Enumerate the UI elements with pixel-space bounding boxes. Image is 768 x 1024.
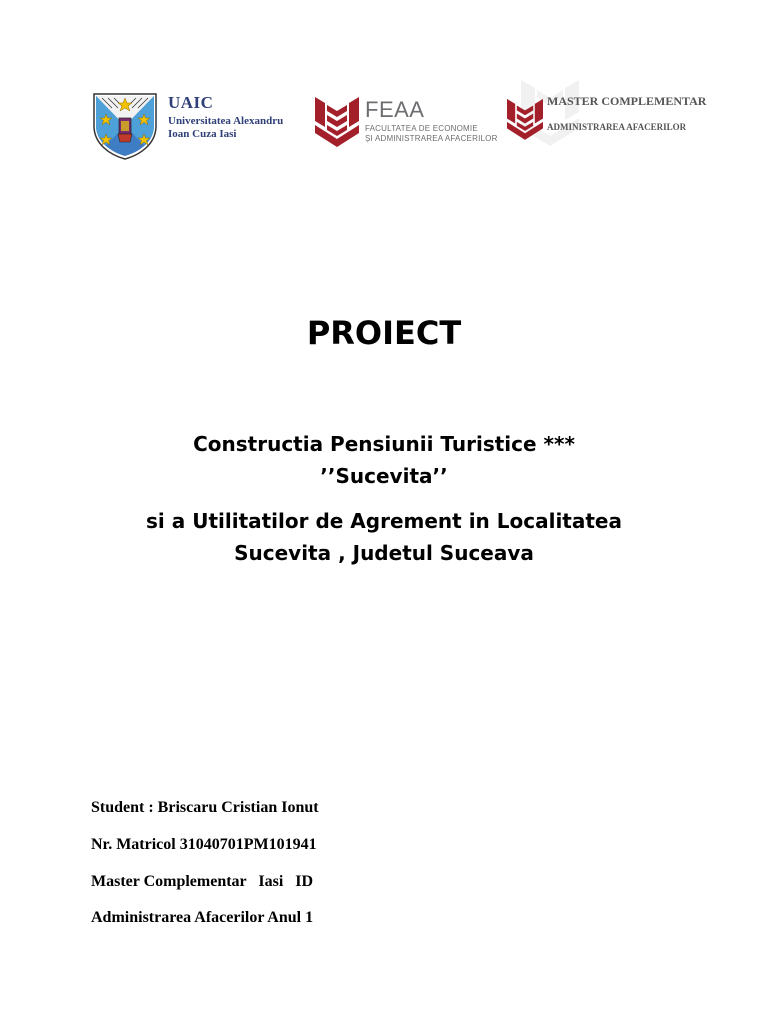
uaic-line-1: Universitatea Alexandru [168, 115, 284, 127]
subtitle-line-3: si a Utilitatilor de Agrement in Localitatea [146, 509, 622, 533]
feaa-line-2: ȘI ADMINISTRAREA AFACERILOR [365, 134, 498, 143]
master-logo [505, 80, 715, 150]
student-program: Master Complementar Iasi ID [91, 873, 314, 890]
subtitle-line-2: ’’Sucevita’’ [320, 464, 448, 488]
subtitle-line-1: Constructia Pensiunii Turistice *** [193, 432, 575, 456]
master-logo-icon [507, 96, 543, 146]
master-name: MASTER COMPLEMENTAR [547, 94, 707, 108]
feaa-logo [315, 97, 498, 155]
student-year: Administrarea Afacerilor Anul 1 [91, 909, 314, 926]
feaa-line-1: FACULTATEA DE ECONOMIE [365, 124, 478, 133]
master-line-1: ADMINISTRAREA AFACERILOR [547, 122, 687, 132]
uaic-crest-icon [92, 92, 158, 160]
student-matricol: Nr. Matricol 31040701PM101941 [91, 836, 317, 853]
feaa-name: FEAA [365, 97, 425, 122]
uaic-logo [92, 92, 302, 162]
uaic-name: UAIC [168, 93, 214, 112]
project-subtitle-block-1 [0, 428, 768, 492]
feaa-logo-icon [315, 97, 359, 151]
subtitle-line-4: Sucevita , Judetul Suceava [234, 541, 534, 565]
document-title: PROIECT [306, 314, 462, 352]
student-name: Student : Briscaru Cristian Ionut [91, 799, 319, 816]
uaic-line-2: Ioan Cuza Iasi [168, 128, 237, 140]
project-subtitle-block-2 [0, 505, 768, 569]
